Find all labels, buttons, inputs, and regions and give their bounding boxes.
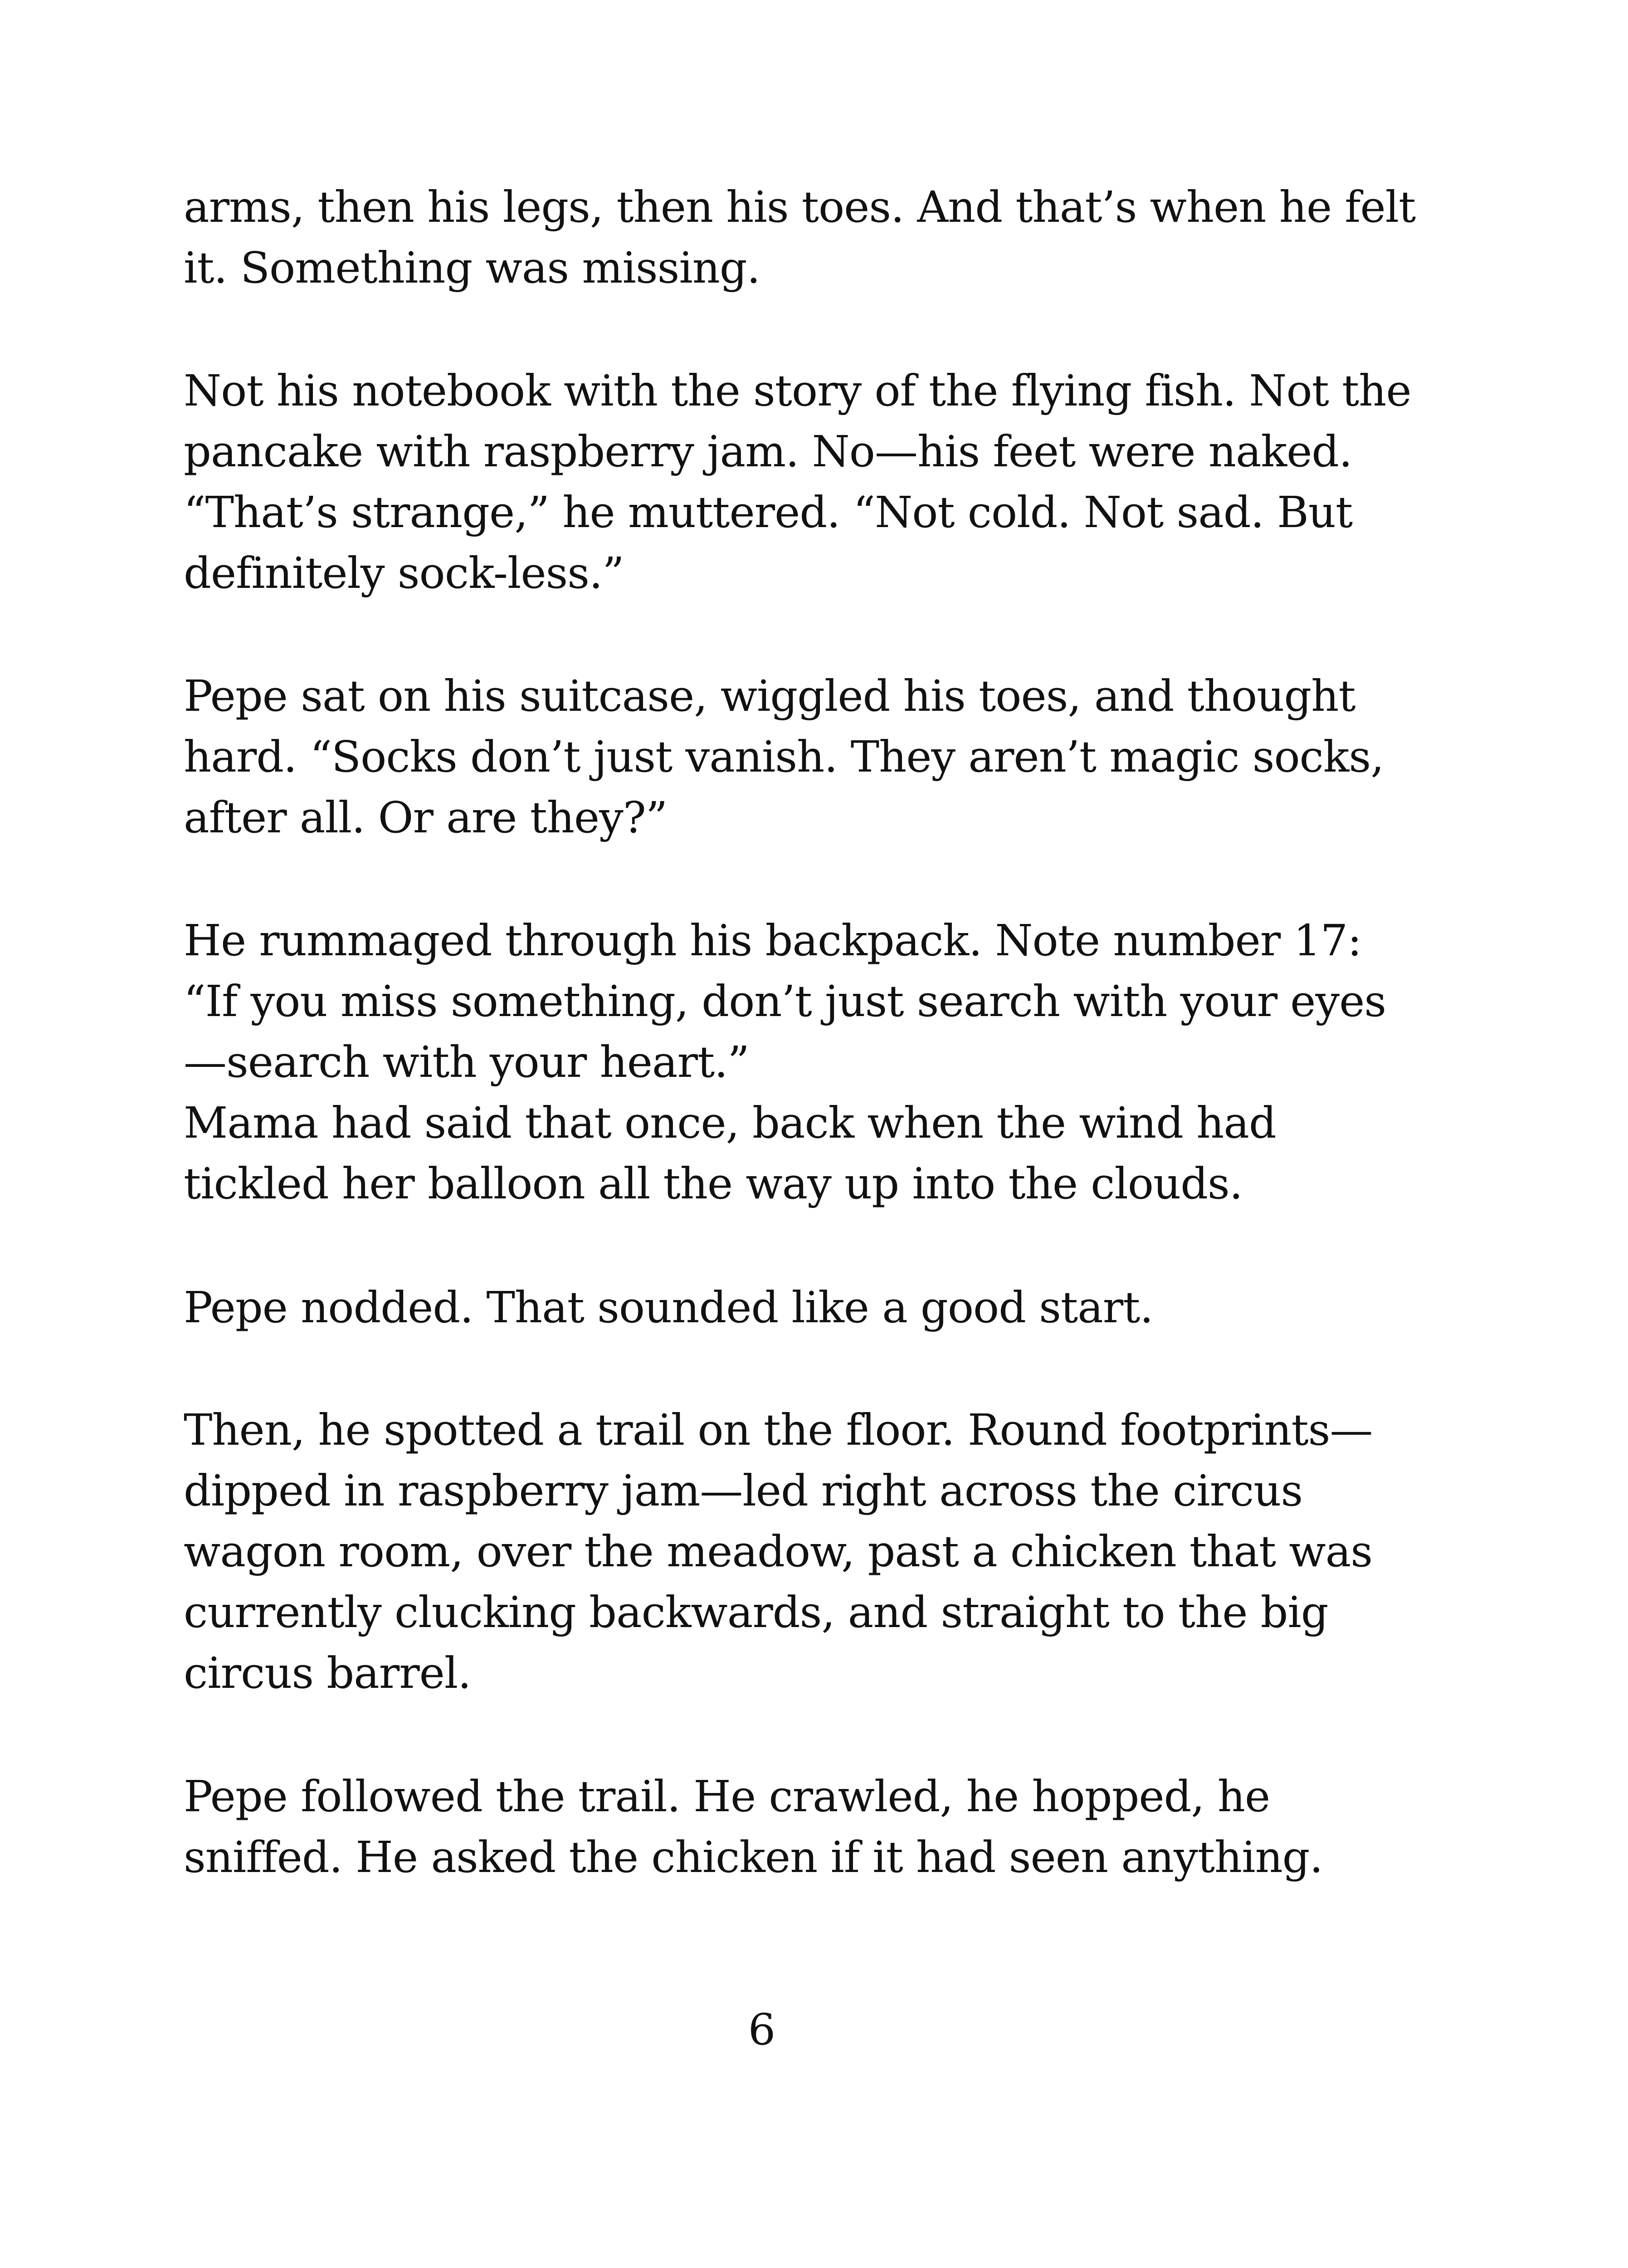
text-line: after all. Or are they?” bbox=[184, 793, 668, 843]
text-line: tickled her balloon all the way up into the clouds. bbox=[184, 1159, 1243, 1209]
text-line: “If you miss something, don’t just search with your eyes bbox=[184, 977, 1386, 1026]
text-line: pancake with raspberry jam. No—his feet were naked. bbox=[184, 427, 1352, 477]
text-line: Mama had said that once, back when the wind had bbox=[184, 1098, 1276, 1148]
text-line: currently clucking backwards, and straight to the big bbox=[184, 1588, 1328, 1637]
text-line: Not his notebook with the story of the flying fish. Not the bbox=[184, 366, 1411, 416]
text-line: Pepe nodded. That sounded like a good start. bbox=[184, 1283, 1153, 1333]
text-line: Pepe followed the trail. He crawled, he hopped, he bbox=[184, 1772, 1270, 1822]
text-line: definitely sock-less.” bbox=[184, 548, 624, 598]
text-line: arms, then his legs, then his toes. And that’s when he felt bbox=[184, 182, 1416, 232]
text-line: Pepe sat on his suitcase, wiggled his toes, and thought bbox=[184, 671, 1355, 721]
text-line: —search with your heart.” bbox=[184, 1037, 749, 1087]
text-line: circus barrel. bbox=[184, 1648, 471, 1698]
text-line: it. Something was missing. bbox=[184, 243, 760, 293]
text-line: sniffed. He asked the chicken if it had seen anything. bbox=[184, 1833, 1323, 1882]
text-line: dipped in raspberry jam—led right across the circus bbox=[184, 1466, 1303, 1516]
text-line: wagon room, over the meadow, past a chicken that was bbox=[184, 1527, 1373, 1577]
page-number: 6 bbox=[748, 2005, 776, 2055]
text-line: He rummaged through his backpack. Note number 17: bbox=[184, 916, 1362, 966]
text-line: “That’s strange,” he muttered. “Not cold. Not sad. But bbox=[184, 488, 1353, 538]
text-line: hard. “Socks don’t just vanish. They aren’t magic socks, bbox=[184, 732, 1384, 782]
text-line: Then, he spotted a trail on the floor. Round footprints— bbox=[184, 1405, 1373, 1455]
